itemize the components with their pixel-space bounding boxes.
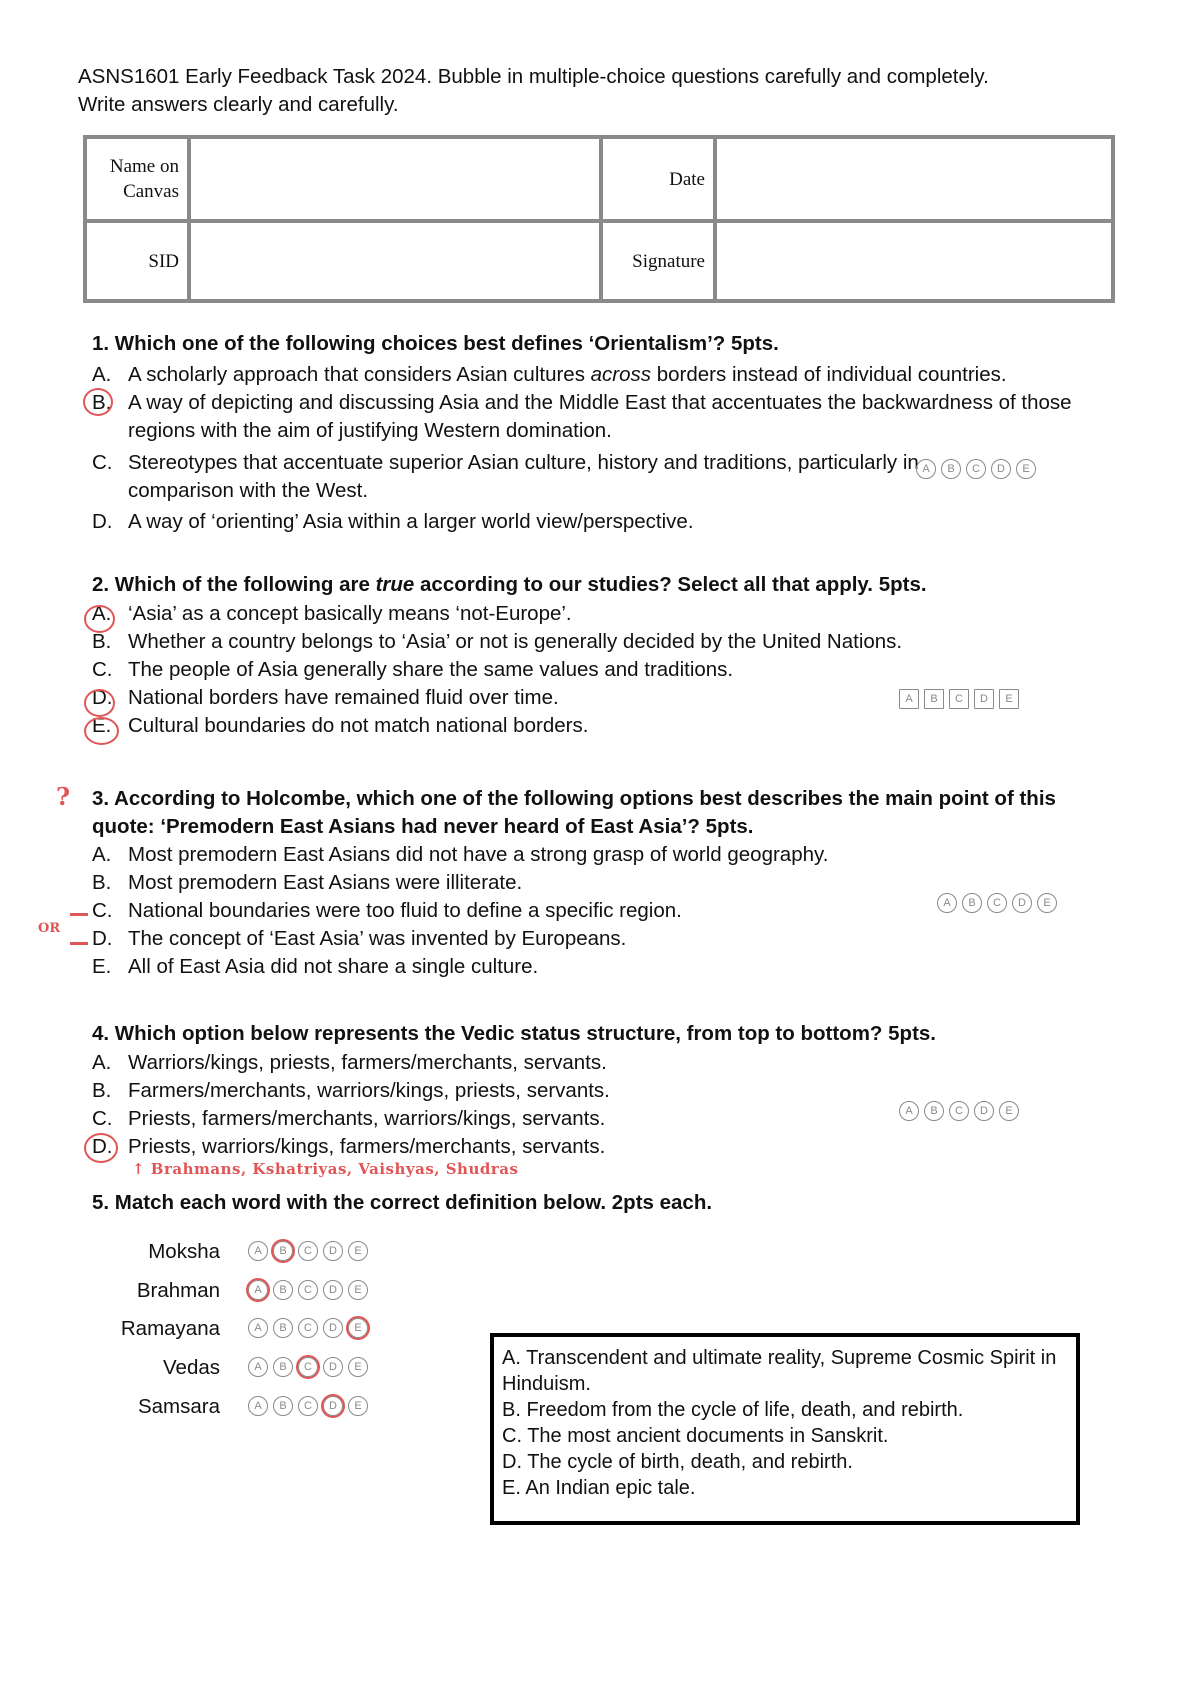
question-2-title: 2. Which of the following are true according to our studies? Select all that apply. 5pts. — [92, 573, 927, 596]
bubble-c[interactable]: C — [298, 1318, 318, 1338]
checkbox-c[interactable]: C — [949, 689, 969, 709]
bubble-c[interactable]: C — [949, 1101, 969, 1121]
q2-answer-circle-a — [84, 605, 115, 633]
q4-option-c[interactable]: C. Priests, farmers/merchants, warriors/kings, servants. — [92, 1107, 606, 1130]
bubble-d[interactable]: D — [323, 1357, 343, 1377]
bubble-e[interactable]: E — [348, 1396, 368, 1416]
q2-option-b[interactable]: B. Whether a country belongs to ‘Asia’ or not is generally decided by the United Nations. — [92, 630, 903, 653]
bubble-c[interactable]: C — [966, 459, 986, 479]
definition-d: D. The cycle of birth, death, and rebirth. — [502, 1451, 853, 1473]
q1-option-a[interactable]: A. A scholarly approach that considers Asian cultures across borders instead of individual countries. — [92, 363, 1007, 386]
bubble-b[interactable]: B — [924, 1101, 944, 1121]
bubble-d[interactable]: D — [323, 1318, 343, 1338]
bubble-b[interactable]: B — [941, 459, 961, 479]
instructions-line-1: ASNS1601 Early Feedback Task 2024. Bubble in multiple-choice questions carefully and completely. — [78, 65, 989, 88]
bubble-a[interactable]: A — [899, 1101, 919, 1121]
match-row-brahman — [100, 1276, 400, 1306]
checkbox-a[interactable]: A — [899, 689, 919, 709]
question-4 — [92, 1020, 1132, 1161]
question-1 — [92, 330, 1132, 536]
match-row-moksha — [100, 1237, 400, 1267]
bubble-c[interactable]: C — [298, 1241, 318, 1261]
question-3 — [92, 785, 1132, 981]
match-word: Brahman — [136, 1279, 220, 1302]
q2-answer-circle-e — [84, 717, 119, 745]
bubble-a[interactable]: A — [248, 1357, 268, 1377]
q3-option-d[interactable]: D. The concept of ‘East Asia’ was invented by Europeans. — [92, 927, 627, 950]
definition-e: E. An Indian epic tale. — [502, 1477, 696, 1499]
match-bubbles[interactable] — [248, 1396, 368, 1416]
q3-or-note: OR — [38, 921, 61, 936]
q4-answer-circle — [84, 1133, 118, 1163]
match-row-vedas — [100, 1353, 400, 1383]
bubble-b[interactable]: B — [273, 1396, 293, 1416]
q4-option-a[interactable]: A. Warriors/kings, priests, farmers/merchants, servants. — [92, 1051, 607, 1074]
student-info-table — [83, 135, 1115, 303]
match-bubbles[interactable] — [248, 1318, 368, 1338]
bubble-e[interactable]: E — [348, 1357, 368, 1377]
bubble-a[interactable]: A — [248, 1396, 268, 1416]
bubble-a[interactable]: A — [248, 1280, 268, 1300]
bubble-e[interactable]: E — [348, 1318, 368, 1338]
match-row-samsara — [100, 1392, 400, 1422]
date-field[interactable] — [715, 137, 1113, 221]
match-row-ramayana — [100, 1314, 400, 1344]
bubble-b[interactable]: B — [273, 1280, 293, 1300]
instructions-line-2: Write answers clearly and carefully. — [78, 93, 399, 116]
q1-option-c[interactable]: C. Stereotypes that accentuate superior Asian culture, history and traditions, particularly in comparison with the West. — [92, 451, 919, 502]
q2-option-d[interactable]: D. National borders have remained fluid over time. — [92, 686, 559, 709]
definition-b: B. Freedom from the cycle of life, death, and rebirth. — [502, 1399, 964, 1421]
q4-option-d[interactable]: D. Priests, warriors/kings, farmers/merchants, servants. — [92, 1135, 606, 1158]
bubble-d[interactable]: D — [974, 1101, 994, 1121]
bubble-b[interactable]: B — [273, 1357, 293, 1377]
q4-option-b[interactable]: B. Farmers/merchants, warriors/kings, priests, servants. — [92, 1079, 610, 1102]
q2-option-e[interactable]: E. Cultural boundaries do not match national borders. — [92, 714, 589, 737]
q3-option-c[interactable]: C. National boundaries were too fluid to define a specific region. — [92, 899, 682, 922]
definition-a: A. Transcendent and ultimate reality, Supreme Cosmic Spirit in Hinduism. — [502, 1347, 1057, 1395]
bubble-d[interactable]: D — [323, 1280, 343, 1300]
q2-answer-circle-d — [84, 689, 115, 717]
sid-label: SID — [85, 221, 189, 301]
bubble-d[interactable]: D — [323, 1241, 343, 1261]
sid-field[interactable] — [189, 221, 601, 301]
name-field[interactable] — [189, 137, 601, 221]
q1-option-d[interactable]: D. A way of ‘orienting’ Asia within a larger world view/perspective. — [92, 510, 694, 533]
bubble-d[interactable]: D — [323, 1396, 343, 1416]
signature-label: Signature — [601, 221, 715, 301]
bubble-d[interactable]: D — [991, 459, 1011, 479]
bubble-e[interactable]: E — [1016, 459, 1036, 479]
question-2 — [92, 571, 1132, 740]
bubble-e[interactable]: E — [348, 1280, 368, 1300]
q3-question-mark: ? — [56, 782, 71, 811]
q2-option-c[interactable]: C. The people of Asia generally share the same values and traditions. — [92, 658, 734, 681]
q4-answer-bubbles[interactable] — [899, 1101, 1019, 1121]
bubble-b[interactable]: B — [962, 893, 982, 913]
date-label: Date — [601, 137, 715, 221]
match-bubbles[interactable] — [248, 1357, 368, 1377]
bubble-e[interactable]: E — [348, 1241, 368, 1261]
q1-answer-bubbles[interactable] — [916, 459, 1036, 479]
match-word: Ramayana — [120, 1317, 220, 1340]
match-word: Moksha — [148, 1240, 220, 1263]
bubble-b[interactable]: B — [273, 1241, 293, 1261]
checkbox-e[interactable]: E — [999, 689, 1019, 709]
checkbox-d[interactable]: D — [974, 689, 994, 709]
q3-answer-bubbles[interactable] — [937, 893, 1057, 913]
q1-answer-circle — [83, 388, 113, 416]
definition-c: C. The most ancient documents in Sanskrit. — [502, 1425, 889, 1447]
bubble-a[interactable]: A — [916, 459, 936, 479]
match-word: Vedas — [163, 1356, 220, 1379]
checkbox-b[interactable]: B — [924, 689, 944, 709]
q3-option-e[interactable]: E. All of East Asia did not share a single culture. — [92, 955, 539, 978]
bubble-e[interactable]: E — [1037, 893, 1057, 913]
bubble-e[interactable]: E — [999, 1101, 1019, 1121]
bubble-a[interactable]: A — [248, 1241, 268, 1261]
question-4-title: 4. Which option below represents the Vedic status structure, from top to bottom? 5pts. — [92, 1022, 936, 1045]
q2-answer-boxes[interactable] — [899, 689, 1019, 709]
q4-handwritten-note: ↑ Brahmans, Kshatriyas, Vaishyas, Shudras — [132, 1160, 519, 1178]
bubble-a[interactable]: A — [248, 1318, 268, 1338]
bubble-b[interactable]: B — [273, 1318, 293, 1338]
question-1-title: 1. Which one of the following choices best defines ‘Orientalism’? 5pts. — [92, 332, 779, 355]
instructions — [78, 63, 1138, 119]
definitions-box — [490, 1333, 1080, 1525]
bubble-c[interactable]: C — [298, 1357, 318, 1377]
match-bubbles[interactable] — [248, 1280, 368, 1300]
q3-dash-c — [70, 913, 88, 916]
q3-dash-d — [70, 942, 88, 945]
question-3-title: 3. According to Holcombe, which one of the following options best describes the main point of this quote: ‘Premodern East Asians had never heard of East Asia’? 5pts. — [92, 787, 1056, 838]
bubble-d[interactable]: D — [1012, 893, 1032, 913]
q3-option-a[interactable]: A. Most premodern East Asians did not have a strong grasp of world geography. — [92, 843, 829, 866]
question-5-title: 5. Match each word with the correct definition below. 2pts each. — [92, 1191, 713, 1214]
q1-option-b[interactable]: B. A way of depicting and discussing Asia and the Middle East that accentuates the backwardness of those regions with the aim of justifying Western domination. — [92, 391, 1072, 442]
name-label: Name on Canvas — [85, 137, 189, 221]
match-word: Samsara — [137, 1395, 220, 1418]
match-bubbles[interactable] — [248, 1241, 368, 1261]
signature-field[interactable] — [715, 221, 1113, 301]
question-5 — [92, 1189, 1132, 1217]
bubble-c[interactable]: C — [298, 1280, 318, 1300]
bubble-a[interactable]: A — [937, 893, 957, 913]
bubble-c[interactable]: C — [298, 1396, 318, 1416]
q2-option-a[interactable]: A. ‘Asia’ as a concept basically means ‘not-Europe’. — [92, 602, 572, 625]
bubble-c[interactable]: C — [987, 893, 1007, 913]
q3-option-b[interactable]: B. Most premodern East Asians were illiterate. — [92, 871, 523, 894]
